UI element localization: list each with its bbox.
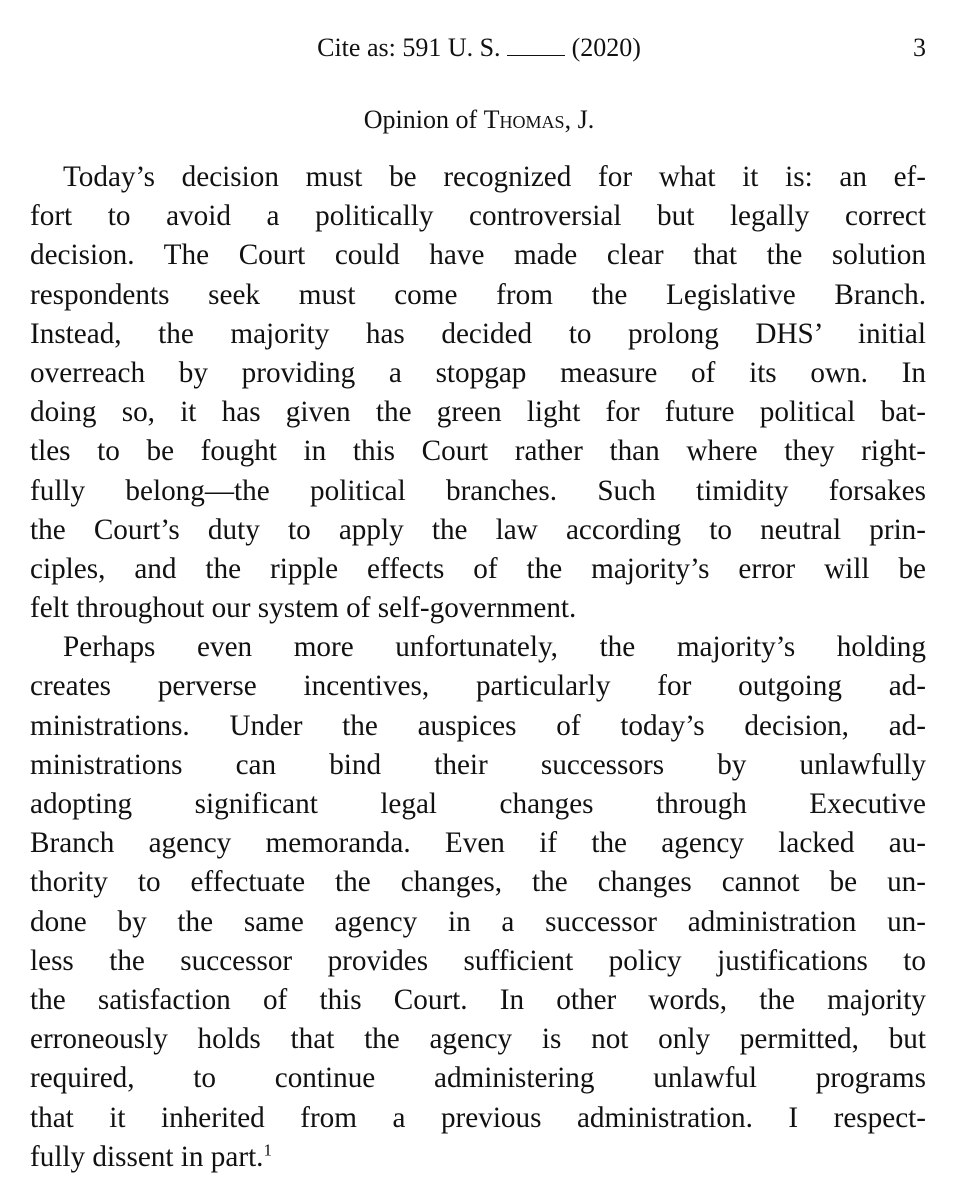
paragraph-2	[30, 628, 926, 1177]
footnote-reference[interactable]: 1	[263, 1139, 272, 1159]
running-head	[0, 30, 958, 66]
text-line: Branch agency memoranda. Even if the agency lacked au-	[30, 827, 926, 860]
opinion-body	[30, 158, 926, 1177]
text-line: fort to avoid a politically controversial but legally correct	[30, 200, 926, 233]
page-number: 3	[913, 33, 926, 62]
citation-blank	[507, 35, 565, 56]
text-line: less the successor provides sufficient policy justifications to	[30, 944, 926, 977]
text-line: ministrations can bind their successors by unlawfully	[30, 748, 926, 781]
text-line: the Court’s duty to apply the law according to neutral prin-	[30, 513, 926, 546]
text-line: decision. The Court could have made clear that the solution	[30, 239, 926, 272]
text-line: fully dissent in part.	[30, 1140, 264, 1173]
citation-year: (2020)	[565, 33, 641, 62]
text-line: erroneously holds that the agency is not only permitted, but	[30, 1023, 926, 1056]
paragraph-1	[30, 158, 926, 628]
text-line: doing so, it has given the green light for future political bat-	[30, 396, 926, 429]
text-line: adopting significant legal changes through Executive	[30, 788, 926, 820]
opinion-author: Thomas	[483, 105, 565, 134]
opinion-heading	[0, 102, 958, 138]
text-line: ministrations. Under the auspices of today’s decision, ad-	[30, 709, 926, 742]
text-line: creates perverse incentives, particularly for outgoing ad-	[30, 670, 926, 703]
text-line-with-footnote	[30, 1138, 926, 1177]
opinion-suffix: , J.	[564, 105, 595, 134]
text-line: fully belong—the political branches. Such timidity forsakes	[30, 474, 926, 507]
text-line: respondents seek must come from the Legislative Branch.	[30, 278, 926, 311]
citation-line	[0, 30, 958, 66]
text-line: Instead, the majority has decided to prolong DHS’ initial	[30, 317, 926, 350]
text-line: done by the same agency in a successor administration un-	[30, 905, 926, 938]
text-line: tles to be fought in this Court rather than where they right-	[30, 435, 926, 468]
text-line: required, to continue administering unlawful programs	[30, 1062, 926, 1095]
text-line: felt throughout our system of self-government.	[30, 592, 577, 625]
text-line: overreach by providing a stopgap measure of its own. In	[30, 356, 926, 389]
text-line: Today’s decision must be recognized for what it is: an ef-	[63, 161, 926, 193]
text-line: thority to effectuate the changes, the changes cannot be un-	[30, 866, 926, 899]
text-line: Perhaps even more unfortunately, the majority’s holding	[63, 631, 926, 664]
text-line: the satisfaction of this Court. In other words, the majority	[30, 983, 926, 1016]
text-line: ciples, and the ripple effects of the majority’s error will be	[30, 552, 926, 585]
opinion-prefix: Opinion of	[363, 105, 484, 134]
text-line: that it inherited from a previous administration. I respect-	[30, 1101, 926, 1134]
citation-prefix: Cite as: 591 U. S.	[317, 33, 508, 62]
